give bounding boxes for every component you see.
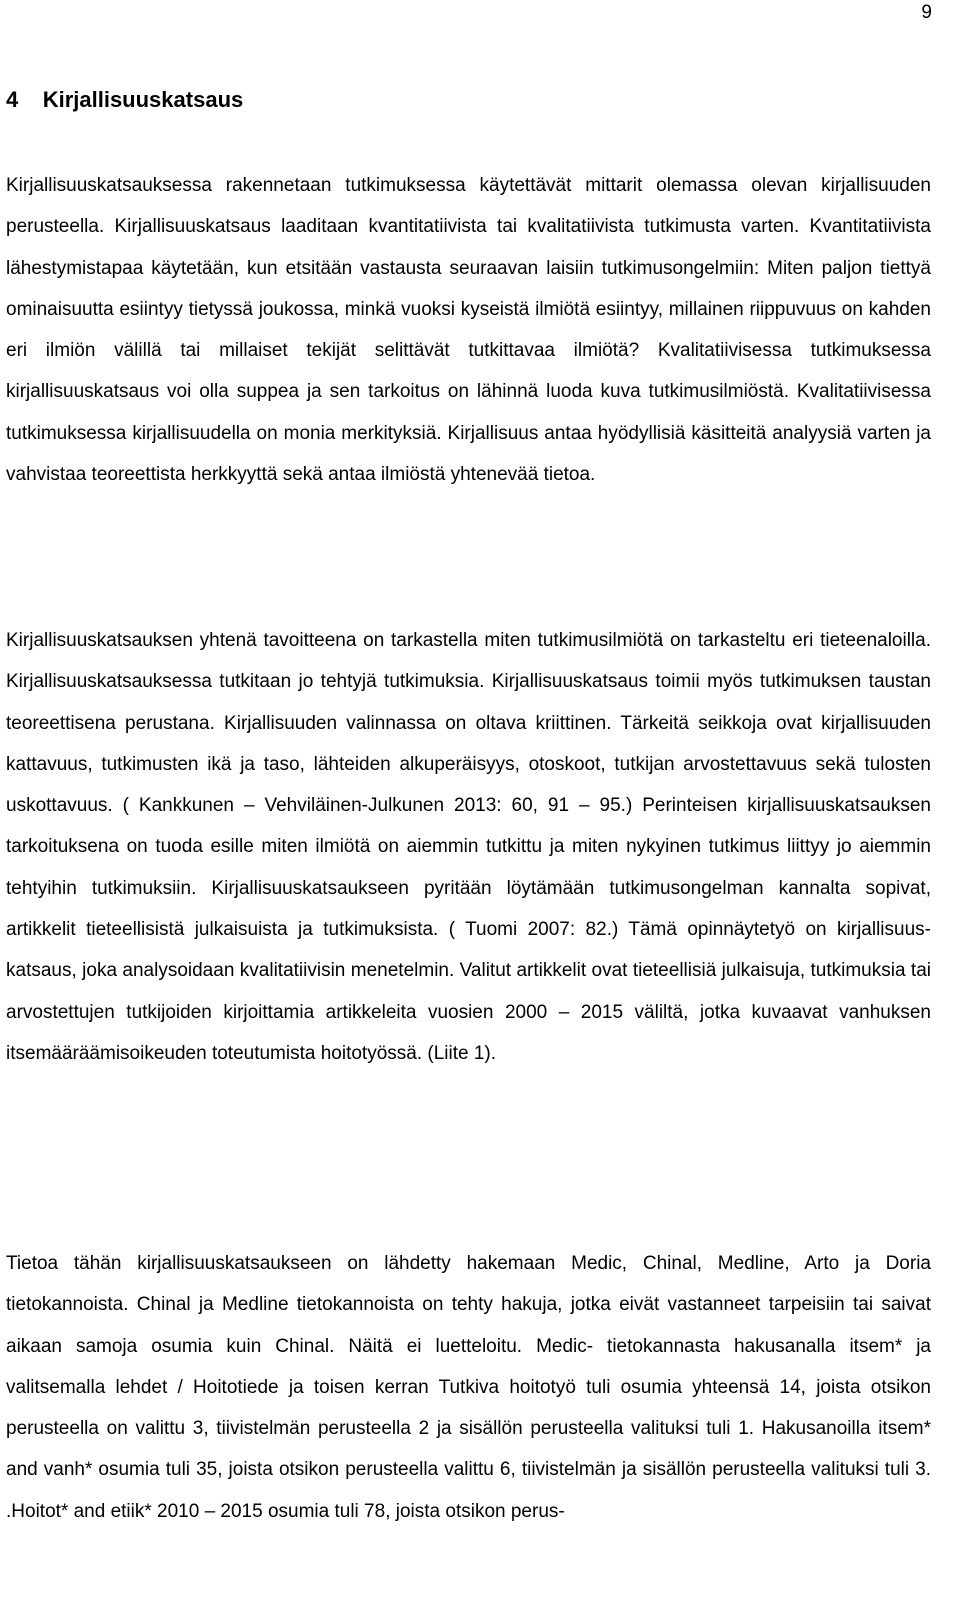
section-number: 4 <box>6 87 19 112</box>
paragraph-3: Tietoa tähän kirjallisuuskatsaukseen on lähdetty hakemaan Medic, Chinal, Medline, Arto ja Doria tietokannoista. Chinal ja Medline tietokannoista on tehty hakuja, jotka eivät vastanneet tarpeisiin tai saivat aikaan samoja osumia kuin Chinal. Näitä ei luetteloitu. Medic- tietokannasta hakusanalla itsem* ja valitsemalla lehdet / Hoitotiede ja toisen kerran Tutkiva hoitotyö tuli osumia yhteensä 14, joista otsikon perusteella on valittu 3, tiivistelmän perusteella 2 ja sisällön perusteella valituksi tuli 1. Hakusanoilla itsem* and vanh* osumia tuli 35, joista otsikon perusteella valittu 6, tiivistelmän ja sisällön perusteella valituksi tuli 3. .Hoitot* and etiik* 2010 – 2015 osumia tuli 78, joista otsikon perus- <box>6 1253 931 1522</box>
section-title: Kirjallisuuskatsaus <box>42 87 244 112</box>
paragraph-2: Kirjallisuuskatsauksen yhtenä tavoitteena on tarkastella miten tutkimusilmiötä on tarkasteltu eri tieteenaloilla. Kirjallisuuskatsauksessa tutkitaan jo tehtyjä tutkimuksia. Kirjallisuuskatsaus toimii myös tutkimuksen taustan teoreettisena perustana. Kirjallisuuden valinnassa on oltava kriittinen. Tärkeitä seikkoja ovat kirjallisuuden kattavuus, tutkimusten ikä ja taso, lähteiden alkuperäisyys, otoskoot, tutkijan arvostettavuus sekä tulosten uskottavuus. ( Kankkunen – Vehviläinen-Julkunen 2013: 60, 91 – 95.) Perinteisen kirjallisuuskatsauksen tarkoituksena on tuoda esille miten ilmiötä on aiemmin tutkittu ja miten nykyinen tutkimus liittyy jo aiemmin tehtyihin tutkimuksiin. Kirjallisuuskatsaukseen pyritään löytämään tutkimusongelman kannalta sopivat, artikkelit tieteellisistä julkaisuista ja tutkimuksista. ( Tuomi 2007: 82.) Tämä opinnäytetyö on kirjallisuuskatsaus, joka analysoidaan kvalitatiivisin menetelmin. Valitut artikkelit ovat tieteellisiä julkaisuja, tutkimuksia tai arvostettujen tutkijoiden kirjoittamia artikkeleita vuosien 2000 – 2015 väliltä, jotka kuvaavat vanhuksen itsemääräämisoikeuden toteutumista hoitotyössä. (Liite 1). <box>6 630 931 1064</box>
section-heading <box>6 87 243 113</box>
page-number: 9 <box>921 2 932 23</box>
paragraph-1: Kirjallisuuskatsauksessa rakennetaan tutkimuksessa käytettävät mittarit olemassa olevan kirjallisuuden perusteella. Kirjallisuuskatsaus laaditaan kvantitatiivista tai kvalitatiivista tutkimusta varten. Kvantitatiivista lähestymistapaa käytetään, kun etsitään vastausta seuraavan laisiin tutkimusongelmiin: Miten paljon tiettyä ominaisuutta esiintyy tietyssä joukossa, minkä vuoksi kyseistä ilmiötä esiintyy, millainen riippuvuus on kahden eri ilmiön välillä tai millaiset tekijät selittävät tutkittavaa ilmiötä? Kvalitatiivisessa tutkimuksessa kirjallisuuskatsaus voi olla suppea ja sen tarkoitus on lähinnä luoda kuva tutkimusilmiöstä. Kvalitatiivisessa tutkimuksessa kirjallisuudella on monia merkityksiä. Kirjallisuus antaa hyödyllisiä käsitteitä analyysiä varten ja vahvistaa teoreettista herkkyyttä sekä antaa ilmiöstä yhtenevää tietoa. <box>6 175 931 486</box>
